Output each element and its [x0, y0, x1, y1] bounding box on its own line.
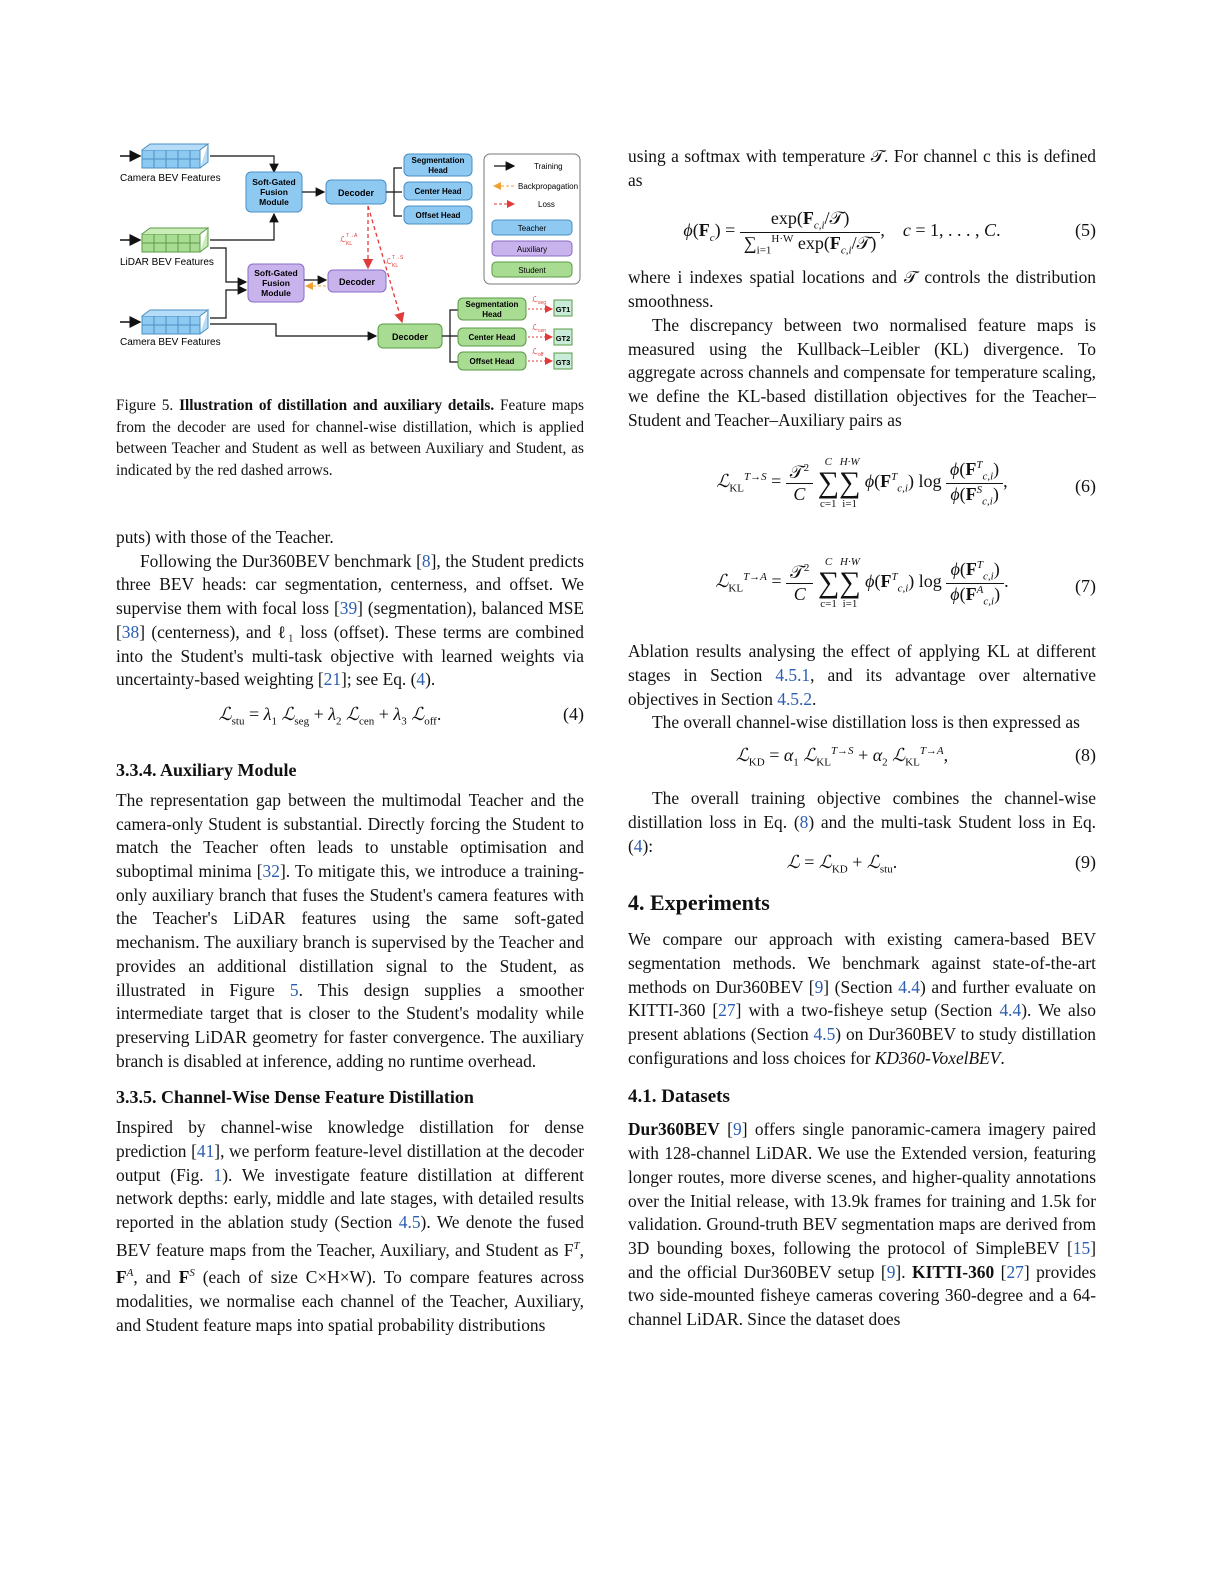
- equation-9: ℒ = ℒ$_{KD}$ + ℒ$_{stu}$. (9): [786, 852, 1096, 876]
- svg-text:off: off: [538, 352, 544, 358]
- legend-auxiliary: Auxiliary: [516, 245, 548, 254]
- section-link[interactable]: 4.4: [999, 1000, 1022, 1021]
- paragraph: The discrepancy between two normalised feature maps is measured using the Kullback–Leibler (KL) divergence. To aggregate across channels and compensate for temperature scaling, we define the KL-based distillation objectives for the Teacher–Student and Teacher–Auxiliary pairs as: [628, 314, 1096, 430]
- citation-link[interactable]: 38: [121, 621, 140, 642]
- lidar-bev-label: LiDAR BEV Features: [120, 257, 214, 268]
- equation-7: ℒ$_{KL}^{T\to A}$ = $\frac{𝒯^2}{C}$ C ∑ c=1H·W ∑ i=1 $\phi(F^T_{c,i})$ log $\frac{\phi(F^T_{c,i})}{\phi(F^A_{c,i})}$ . (7): [715, 556, 1096, 611]
- citation-link[interactable]: 8: [421, 550, 431, 571]
- section-link[interactable]: 4.5.1: [775, 665, 811, 686]
- legend-student: Student: [518, 266, 546, 275]
- paragraph: We compare our approach with existing camera-based BEV segmentation methods. We benchmark against state-of-the-art methods on Dur360BEV [9] (Section 4.4) and further evaluate on KITTI-360 [27] with a two-fisheye setup (Section 4.4). We also present ablations (Section 4.5) on Dur360BEV to study distillation configurations and loss choices for KD360-VoxelBEV.: [628, 929, 1096, 1068]
- equation-link[interactable]: 4: [416, 669, 426, 690]
- camera-feature-grid-2: [142, 310, 208, 334]
- svg-text:Head: Head: [428, 166, 448, 175]
- section-link[interactable]: 4.5.2: [777, 688, 813, 709]
- paragraph: Ablation results analysing the effect of applying KL at different stages in Section 4.5.1, and its advantage over alternative objectives in Section 4.5.2.: [628, 641, 1096, 709]
- section-link[interactable]: 4.5: [398, 1212, 421, 1233]
- citation-link[interactable]: 9: [814, 976, 824, 997]
- paragraph: Inspired by channel-wise knowledge distillation for dense prediction [41], we perform feature-level distillation at the decoder output (Fig. 1). We investigate feature distillation at different network depths: early, middle and late stages, with detailed results reported in the ablation study (Section 4.5). We denote the fused BEV feature maps from the Teacher, Auxiliary, and Student as $F^T$, $F^A$, and $F^S$ (each of size C×H×W). To compare features across modalities, we normalise each channel of the Teacher, Auxiliary, and Student feature maps into spatial probability distributions: [116, 1117, 584, 1335]
- svg-text:Center Head: Center Head: [414, 187, 462, 196]
- left-column: [116, 526, 584, 1337]
- svg-text:cen: cen: [538, 328, 547, 334]
- figure-link[interactable]: 1: [213, 1164, 223, 1185]
- svg-text:Center Head: Center Head: [468, 333, 516, 342]
- svg-text:Fusion: Fusion: [260, 187, 288, 197]
- legend-teacher: Teacher: [517, 224, 547, 233]
- legend-training: Training: [534, 162, 563, 171]
- paragraph: where i indexes spatial locations and 𝒯 controls the distribution smoothness.: [628, 267, 1096, 312]
- svg-text:GT2: GT2: [555, 334, 571, 343]
- svg-text:T→A: T→A: [346, 233, 358, 239]
- equation-8: ℒ$_{KD}$ = $\alpha_1$ ℒ$_{KL}^{T\to S}$ + $\alpha_2$ ℒ$_{KL}^{T\to A}$, (8): [735, 745, 1096, 769]
- citation-link[interactable]: 9: [886, 1261, 896, 1282]
- camera-bev-label-1: Camera BEV Features: [120, 173, 221, 184]
- figure-5-caption: Figure 5. Illustration of distillation and auxiliary details. Feature maps from the decoder are used for channel-wise distillation, which is applied between Teacher and Student as well as between Auxiliary and Student, as indicated by the red dashed arrows.: [116, 397, 584, 479]
- svg-text:KL: KL: [392, 263, 399, 269]
- legend-loss: Loss: [538, 200, 555, 209]
- section-heading-3-3-4: 3.3.4. Auxiliary Module: [116, 759, 297, 780]
- citation-link[interactable]: 41: [196, 1141, 215, 1162]
- legend-backprop: Backpropagation: [518, 182, 579, 191]
- equation-4: ℒ$_{stu}$ = $\lambda_1$ ℒ$_{seg}$ + $\lambda_2$ ℒ$_{cen}$ + $\lambda_3$ ℒ$_{off}$. (4): [218, 703, 584, 728]
- svg-text:seg: seg: [538, 300, 547, 306]
- svg-text:Segmentation: Segmentation: [465, 300, 519, 309]
- equation-link[interactable]: 8: [799, 811, 809, 832]
- svg-text:Offset Head: Offset Head: [415, 211, 461, 220]
- right-column: [628, 145, 1096, 1332]
- citation-link[interactable]: 21: [323, 669, 342, 690]
- section-heading-4: 4. Experiments: [628, 890, 770, 916]
- equation-6: ℒ$_{KL}^{T\to S}$ = $\frac{𝒯^2}{C}$ C ∑ c=1H·W ∑ i=1 $\phi(F^T_{c,i})$ log $\frac{\phi(F^T_{c,i})}{\phi(F^S_{c,i})}$ , (6): [716, 456, 1096, 511]
- citation-link[interactable]: 27: [1006, 1261, 1024, 1282]
- paragraph: Dur360BEV [9] offers single panoramic-camera imagery paired with 128-channel LiDAR. We use the Extended version, featuring longer routes, more diverse scenes, and higher-quality annotations over the Initial release, with 13.9k frames for training and 1.5k for validation. Ground-truth BEV segmentation maps are derived from 3D bounding boxes, following the protocol of SimpleBEV [15] and the official Dur360BEV setup [9]. KITTI-360 [27] provides two side-mounted fisheye cameras covering 360-degree and a 64-channel LiDAR. Since the dataset does: [628, 1119, 1096, 1330]
- figure-link[interactable]: 5: [289, 979, 299, 1000]
- section-link[interactable]: 4.4: [898, 976, 920, 997]
- svg-text:Decoder: Decoder: [391, 332, 429, 342]
- camera-feature-grid-1: [142, 144, 208, 168]
- paragraph: Following the Dur360BEV benchmark [8], the Student predicts three BEV heads: car segmentation, centerness, and offset. We supervise them with focal loss [39] (segmentation), balanced MSE [38] (centerness), and ℓ₁ loss (offset). These terms are combined into the Student's multi-task objective with learned weights via uncertainty-based weighting [21]; see Eq. (4).: [116, 550, 584, 690]
- svg-text:Module: Module: [259, 197, 289, 207]
- svg-text:GT1: GT1: [555, 305, 571, 314]
- citation-link[interactable]: 9: [732, 1119, 742, 1140]
- svg-text:Decoder: Decoder: [338, 277, 376, 287]
- figure-5-diagram: [116, 142, 588, 382]
- svg-text:Soft-Gated: Soft-Gated: [254, 268, 298, 278]
- svg-text:ℒ: ℒ: [340, 235, 346, 244]
- svg-text:Soft-Gated: Soft-Gated: [252, 177, 296, 187]
- svg-text:Segmentation: Segmentation: [411, 156, 465, 165]
- equation-link[interactable]: 4: [633, 835, 643, 856]
- paragraph: The representation gap between the multimodal Teacher and the camera-only Student is substantial. Directly forcing the Student to match the Teacher often leads to unstable optimisation and suboptimal minima [32]. To mitigate this, we introduce a training-only auxiliary branch that fuses the Student's camera features with the Teacher's LiDAR features using the same soft-gated mechanism. The auxiliary branch is supervised by the Teacher and provides an additional distillation signal to the Student, as illustrated in Figure 5. This design supplies a smoother intermediate target that is closer to the Student's modality while preserving LiDAR geometry for faster convergence. The auxiliary branch is disabled at inference, adding no runtime overhead.: [116, 789, 584, 1071]
- section-heading-3-3-5: 3.3.5. Channel-Wise Dense Feature Distillation: [116, 1087, 474, 1108]
- svg-text:ℒ: ℒ: [532, 347, 538, 356]
- section-link[interactable]: 4.5: [813, 1024, 836, 1045]
- citation-link[interactable]: 32: [262, 861, 280, 882]
- paragraph: puts) with those of the Teacher.: [116, 527, 334, 547]
- section-heading-4-1: 4.1. Datasets: [628, 1086, 730, 1108]
- svg-text:Head: Head: [482, 310, 502, 319]
- svg-text:Fusion: Fusion: [262, 278, 290, 288]
- paragraph: The overall channel-wise distillation loss is then expressed as: [652, 712, 1080, 733]
- equation-5: $\phi(F_c)$ = $\frac{\exp(F_{c,i}/𝒯)}{\sum_{i=1}^{H\cdot W} \exp(F_{c,i}/𝒯)}$ , c = 1, . . . , C. (5): [683, 208, 1096, 257]
- svg-text:Decoder: Decoder: [337, 188, 375, 198]
- svg-text:T→S: T→S: [392, 255, 404, 261]
- camera-bev-label-2: Camera BEV Features: [120, 337, 221, 348]
- svg-text:Offset Head: Offset Head: [469, 357, 515, 366]
- svg-text:ℒ: ℒ: [386, 257, 392, 266]
- svg-text:ℒ: ℒ: [532, 323, 538, 332]
- svg-text:KL: KL: [346, 241, 353, 247]
- citation-link[interactable]: 39: [339, 598, 358, 619]
- citation-link[interactable]: 15: [1072, 1237, 1091, 1258]
- svg-text:GT3: GT3: [555, 358, 571, 367]
- svg-text:Module: Module: [261, 288, 291, 298]
- paragraph: The overall training objective combines the channel-wise distillation loss in Eq. (8) and the multi-task Student loss in Eq. (4):: [628, 788, 1096, 856]
- citation-link[interactable]: 27: [718, 1000, 736, 1021]
- svg-text:ℒ: ℒ: [532, 295, 538, 304]
- paragraph: using a softmax with temperature 𝒯. For channel c this is defined as: [628, 146, 1096, 190]
- lidar-feature-grid: [142, 228, 208, 252]
